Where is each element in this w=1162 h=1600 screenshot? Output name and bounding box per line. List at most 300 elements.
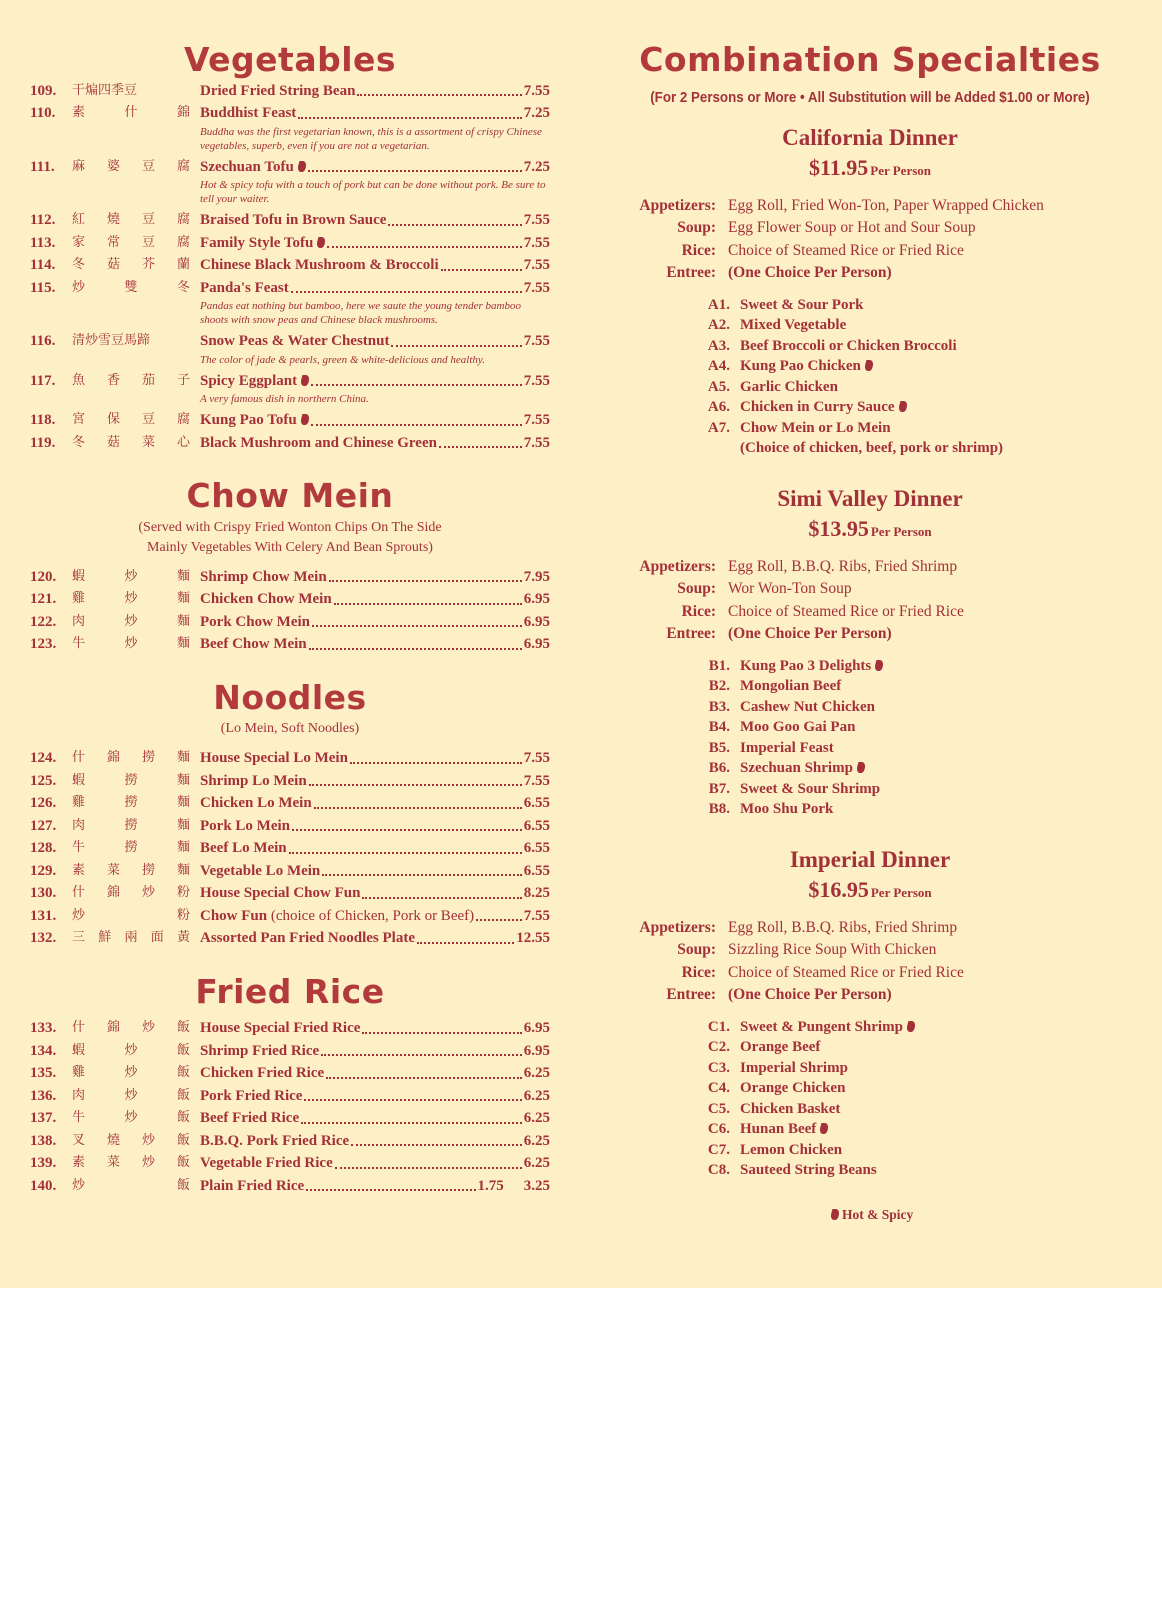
dinner-price <box>630 154 1110 185</box>
item-note: (choice of Chicken, Pork or Beef) <box>267 907 475 924</box>
item-price-large: 3.25 <box>523 1177 550 1194</box>
item-name-text: Pork Fried Rice <box>200 1087 303 1104</box>
leader-dots <box>329 579 522 582</box>
entree-choices <box>630 656 1110 820</box>
choice-name: (Choice of chicken, beef, pork or shrimp) <box>740 440 1004 457</box>
per-person-label: Per Person <box>870 523 932 539</box>
item-line <box>200 409 550 432</box>
chinese-char: 菇 <box>106 434 120 450</box>
chinese-name <box>72 370 200 393</box>
item-line <box>200 770 550 793</box>
detail-label: Rice: <box>681 602 716 620</box>
pepper-icon <box>874 660 885 671</box>
item-body <box>200 747 550 770</box>
item-name <box>200 156 306 179</box>
item-line <box>200 1152 550 1175</box>
detail-label: Appetizers: <box>639 196 716 214</box>
choice-text <box>740 717 855 738</box>
leader-dots <box>441 268 522 271</box>
chinese-char: 豆 <box>141 412 155 428</box>
menu-item <box>30 254 550 277</box>
chinese-name <box>72 792 200 815</box>
item-name-text: Chicken Chow Mein <box>200 591 332 608</box>
chinese-char: 麵 <box>176 840 190 856</box>
item-line <box>200 209 550 232</box>
chinese-name <box>72 80 200 103</box>
choice-text <box>740 1099 840 1120</box>
item-name-text: Dried Fried String Bean <box>200 82 356 99</box>
chinese-char: 炒 <box>124 1065 138 1081</box>
item-number: 118. <box>30 412 56 429</box>
item-price: 6.55 <box>523 862 550 879</box>
menu-item <box>30 1152 550 1175</box>
item-line <box>200 566 550 589</box>
menu-item <box>30 747 550 770</box>
dinner-detail <box>630 623 1110 646</box>
item-name-text: Chinese Black Mushroom & Broccoli <box>200 257 439 274</box>
choice-id: C6. <box>707 1121 730 1138</box>
chinese-name <box>72 927 200 950</box>
item-name <box>200 1085 302 1108</box>
chinese-char: 茄 <box>141 372 155 388</box>
chinese-char: 麵 <box>176 862 190 878</box>
item-price: 6.95 <box>523 636 550 653</box>
item-number: 120. <box>30 568 57 585</box>
chinese-char: 清炒雪豆馬蹄 <box>72 333 151 349</box>
item-price: 7.55 <box>523 750 550 767</box>
menu-item <box>30 588 550 611</box>
chinese-char: 保 <box>106 412 120 428</box>
choice-name: Beef Broccoli or Chicken Broccoli <box>740 337 957 354</box>
chinese-name <box>72 409 200 432</box>
chinese-char: 紅 <box>72 212 86 228</box>
dinner-block <box>630 485 1110 820</box>
leader-dots <box>326 1076 522 1079</box>
chinese-char: 飯 <box>176 1110 190 1126</box>
item-name-text: Vegetable Fried Rice <box>200 1155 333 1172</box>
detail-label: Rice: <box>681 963 716 981</box>
choice-id: C3. <box>707 1059 730 1076</box>
item-name <box>200 927 415 950</box>
item-price: 7.25 <box>523 158 550 175</box>
item-price: 6.25 <box>523 1065 550 1082</box>
choice-name: Lemon Chicken <box>740 1141 843 1158</box>
item-name <box>200 1152 333 1175</box>
choice-name: Sauteed String Beans <box>740 1162 877 1179</box>
choice-name: Moo Goo Gai Pan <box>740 719 856 736</box>
dinner-block <box>630 846 1110 1181</box>
item-line <box>200 370 550 393</box>
item-body <box>200 882 550 905</box>
item-body <box>200 611 550 634</box>
chinese-char: 什 <box>72 1020 86 1036</box>
leader-dots <box>289 851 522 854</box>
choice-id: B7. <box>708 780 730 797</box>
chinese-char: 撈 <box>141 862 155 878</box>
chinese-name <box>72 815 200 838</box>
detail-label: Soup: <box>677 941 716 959</box>
detail-label: Soup: <box>677 219 716 237</box>
item-name <box>200 860 320 883</box>
detail-value: (One Choice Per Person) <box>728 986 892 1004</box>
chinese-char: 炒 <box>141 1132 155 1148</box>
chinese-char: 麵 <box>176 817 190 833</box>
item-description: Hot & spicy tofu with a touch of pork but can be done without pork. Be sure to tell your waiter. <box>200 179 546 206</box>
dinner-detail <box>630 262 1110 285</box>
choice-text <box>740 656 883 677</box>
leader-dots <box>311 383 522 386</box>
pepper-icon <box>897 401 908 412</box>
chinese-char: 飯 <box>176 1132 190 1148</box>
choice-id: B6. <box>708 760 730 777</box>
item-description: The color of jade & pearls, green & white-delicious and healthy. <box>200 353 485 366</box>
chinese-char: 牛 <box>72 840 86 856</box>
item-name-text: Plain Fried Rice <box>200 1177 305 1194</box>
choice-name: Sweet & Pungent Shrimp <box>740 1018 903 1035</box>
chinese-char: 炒 <box>72 907 86 923</box>
chinese-char: 腐 <box>176 234 190 250</box>
entree-choice <box>630 1099 1110 1120</box>
item-number: 121. <box>30 591 57 608</box>
item-number: 125. <box>30 772 57 789</box>
item-price: 8.25 <box>523 885 550 902</box>
item-line <box>200 330 550 353</box>
chinese-name <box>72 102 200 125</box>
item-body <box>200 156 550 210</box>
detail-value: Wor Won-Ton Soup <box>728 580 852 598</box>
chinese-char: 菜 <box>141 434 155 450</box>
item-price: 6.55 <box>523 817 550 834</box>
pepper-icon <box>299 414 310 425</box>
dinner-detail <box>630 939 1110 962</box>
item-line <box>200 882 550 905</box>
item-number: 126. <box>30 795 57 812</box>
choice-id: B5. <box>708 739 730 756</box>
item-price: 6.95 <box>523 1042 550 1059</box>
chinese-name <box>72 330 200 353</box>
item-number: 114. <box>30 257 56 274</box>
menu-item <box>30 80 550 103</box>
choice-id: C1. <box>707 1018 730 1035</box>
choice-text <box>740 676 841 697</box>
dinner-price-amount: $11.95 <box>808 154 869 180</box>
choice-name: Imperial Feast <box>740 739 834 756</box>
item-number: 129. <box>30 862 57 879</box>
item-body <box>200 254 550 277</box>
chinese-name <box>72 860 200 883</box>
fried-rice-list <box>30 1017 550 1197</box>
menu-item <box>30 905 550 928</box>
item-name-text: Vegetable Lo Mein <box>200 862 321 879</box>
chinese-char: 麵 <box>176 568 190 584</box>
chinese-char: 雞 <box>72 1065 86 1081</box>
chinese-char: 雞 <box>72 591 86 607</box>
item-number: 111. <box>30 158 55 175</box>
item-number: 115. <box>30 279 56 296</box>
item-name <box>200 1175 304 1198</box>
chinese-char: 炒 <box>124 591 138 607</box>
entree-choices <box>630 1017 1110 1181</box>
chinese-name <box>72 1062 200 1085</box>
dinner-name: Simi Valley Dinner <box>777 485 963 511</box>
detail-value: Egg Roll, B.B.Q. Ribs, Fried Shrimp <box>728 557 958 575</box>
choice-text <box>740 1160 877 1181</box>
chinese-char: 撈 <box>124 840 138 856</box>
item-line <box>200 792 550 815</box>
per-person-label: Per Person <box>870 884 932 900</box>
item-name <box>200 102 296 125</box>
item-name-text: Szechuan Tofu <box>200 158 294 175</box>
chinese-char: 菜 <box>106 862 120 878</box>
chinese-name <box>72 1085 200 1108</box>
leader-dots <box>388 223 521 226</box>
leader-dots <box>362 896 521 899</box>
item-name <box>200 330 389 353</box>
choice-id: A4. <box>707 358 730 375</box>
item-body <box>200 432 550 455</box>
item-line <box>200 837 550 860</box>
item-name <box>200 633 307 656</box>
chinese-char: 燒 <box>106 1132 120 1148</box>
item-name-text: House Special Fried Rice <box>200 1020 361 1037</box>
item-name <box>200 611 310 634</box>
item-price: 7.55 <box>523 772 550 789</box>
chinese-char: 菇 <box>106 257 120 273</box>
entree-choice <box>630 418 1110 439</box>
leader-dots <box>321 1053 522 1056</box>
item-name <box>200 837 287 860</box>
chinese-char: 蘭 <box>176 257 190 273</box>
choice-id: B4. <box>708 719 730 736</box>
chinese-char: 魚 <box>72 372 86 388</box>
item-line <box>200 1175 550 1198</box>
chinese-char: 豆 <box>141 234 155 250</box>
item-line <box>200 860 550 883</box>
chinese-char: 豆 <box>141 158 155 174</box>
choice-name: Kung Pao Chicken <box>740 358 861 375</box>
entree-choice <box>630 738 1110 759</box>
chinese-char: 炒 <box>72 279 86 295</box>
detail-value: Egg Flower Soup or Hot and Sour Soup <box>728 219 976 237</box>
chinese-char: 什 <box>72 885 86 901</box>
chinese-char: 錦 <box>106 750 120 766</box>
item-number: 137. <box>30 1110 57 1127</box>
item-body <box>200 1040 550 1063</box>
choice-name: Orange Beef <box>740 1039 821 1056</box>
chinese-char: 蝦 <box>72 772 86 788</box>
chinese-char: 素 <box>72 862 86 878</box>
chinese-char: 錦 <box>106 1020 120 1036</box>
item-description: Pandas eat nothing but bamboo, here we saute the young tender bamboo shoots with snow peas and Chinese black mushrooms. <box>200 300 521 327</box>
chinese-char: 炒 <box>141 1155 155 1171</box>
chinese-char: 麻 <box>72 158 86 174</box>
leader-dots <box>298 116 521 119</box>
left-column <box>30 40 550 1197</box>
entree-choice <box>630 356 1110 377</box>
choice-text <box>740 356 873 377</box>
item-number: 128. <box>30 840 57 857</box>
item-number: 113. <box>30 234 56 251</box>
chinese-char: 炒 <box>141 885 155 901</box>
entree-choice <box>630 336 1110 357</box>
chinese-name <box>72 232 200 255</box>
item-name-text: B.B.Q. Pork Fried Rice <box>200 1132 350 1149</box>
item-name-text: Kung Pao Tofu <box>200 412 297 429</box>
item-price: 7.55 <box>523 279 550 296</box>
choice-text <box>740 738 834 759</box>
dinner-price <box>630 876 1110 907</box>
menu-item <box>30 277 550 331</box>
choice-text <box>740 1119 828 1140</box>
item-name <box>200 370 309 393</box>
chinese-char: 冬 <box>72 434 86 450</box>
chinese-char: 叉 <box>72 1132 86 1148</box>
item-name-text: Shrimp Lo Mein <box>200 772 307 789</box>
menu-item <box>30 102 550 156</box>
dinners-list <box>630 124 1110 1181</box>
detail-value: Egg Roll, B.B.Q. Ribs, Fried Shrimp <box>728 918 958 936</box>
choice-name: Chow Mein or Lo Mein <box>740 419 891 436</box>
item-name-text: Shrimp Fried Rice <box>200 1042 320 1059</box>
item-price: 7.55 <box>523 333 550 350</box>
item-name-text: Pork Chow Mein <box>200 613 310 630</box>
leader-dots <box>335 1166 522 1169</box>
chinese-char: 干煸四季豆 <box>72 82 138 98</box>
pepper-icon <box>316 237 327 248</box>
vegetables-list <box>30 80 550 455</box>
chinese-char: 撈 <box>124 795 138 811</box>
leader-dots <box>327 245 521 248</box>
chinese-char: 麵 <box>176 772 190 788</box>
chinese-char: 炒 <box>141 1020 155 1036</box>
chinese-char: 常 <box>106 234 120 250</box>
item-name-text: Chow Fun <box>200 907 268 924</box>
dinner-detail <box>630 240 1110 263</box>
leader-dots <box>417 941 514 944</box>
detail-label: Appetizers: <box>639 918 716 936</box>
chinese-name <box>72 837 200 860</box>
pepper-icon <box>296 161 307 172</box>
leader-dots <box>334 602 522 605</box>
dinner-detail <box>630 195 1110 218</box>
chinese-char: 麵 <box>176 636 190 652</box>
detail-value: Choice of Steamed Rice or Fried Rice <box>728 602 964 620</box>
chinese-name <box>72 1107 200 1130</box>
item-line <box>200 1085 550 1108</box>
item-name-text: Pork Lo Mein <box>200 817 290 834</box>
item-description: Buddha was the first vegetarian known, this is a assortment of crispy Chinese vegetables, superb, even if you are not a vegetarian. <box>200 125 542 152</box>
chinese-name <box>72 588 200 611</box>
menu-item <box>30 232 550 255</box>
item-line <box>200 1107 550 1130</box>
leader-dots <box>306 1188 475 1191</box>
noodles-subtitle: (Lo Mein, Soft Noodles) <box>220 721 360 737</box>
choice-id: B2. <box>708 678 730 695</box>
pepper-icon <box>863 360 874 371</box>
menu-item <box>30 633 550 656</box>
menu-item <box>30 1040 550 1063</box>
item-line <box>200 588 550 611</box>
item-body <box>200 232 550 255</box>
item-body <box>200 1130 550 1153</box>
item-name-text: Chicken Fried Rice <box>200 1065 325 1082</box>
menu-item <box>30 1085 550 1108</box>
item-number: 138. <box>30 1132 57 1149</box>
item-body <box>200 1107 550 1130</box>
item-body <box>200 633 550 656</box>
chinese-char: 什 <box>124 105 138 121</box>
dinner-detail <box>630 601 1110 624</box>
item-line <box>200 1130 550 1153</box>
item-line <box>200 1062 550 1085</box>
item-number: 117. <box>30 372 56 389</box>
chinese-char: 雞 <box>72 795 86 811</box>
item-body <box>200 277 550 331</box>
chinese-name <box>72 432 200 455</box>
chinese-char: 肉 <box>72 613 86 629</box>
item-name <box>200 1040 319 1063</box>
vegetables-title: Vegetables <box>183 40 397 79</box>
choice-name: Sweet & Sour Shrimp <box>740 780 881 797</box>
item-number: 139. <box>30 1155 57 1172</box>
item-name-text: Spicy Eggplant <box>200 372 298 389</box>
item-body <box>200 770 550 793</box>
item-body <box>200 1017 550 1040</box>
item-description: A very famous dish in northern China. <box>200 393 369 406</box>
legend-label: Hot & Spicy <box>842 1206 914 1222</box>
item-name <box>200 770 307 793</box>
chinese-char: 撈 <box>124 772 138 788</box>
item-number: 130. <box>30 885 57 902</box>
entree-choice <box>630 315 1110 336</box>
item-name <box>200 209 386 232</box>
menu-item <box>30 409 550 432</box>
chinese-char: 鮮 <box>98 930 112 946</box>
entree-choice <box>630 758 1110 779</box>
item-name <box>200 432 437 455</box>
chinese-name <box>72 611 200 634</box>
chinese-char: 粉 <box>176 907 190 923</box>
chinese-name <box>72 209 200 232</box>
leader-dots <box>308 169 522 172</box>
chinese-name <box>72 1152 200 1175</box>
item-price: 12.55 <box>516 930 550 947</box>
item-number: 116. <box>30 333 56 350</box>
choice-id: A7. <box>707 419 730 436</box>
leader-dots <box>292 828 522 831</box>
chinese-char: 子 <box>176 372 190 388</box>
leader-dots <box>301 1121 522 1124</box>
item-price: 7.55 <box>523 372 550 389</box>
choice-text <box>740 438 1003 459</box>
menu-item <box>30 927 550 950</box>
item-body <box>200 102 550 156</box>
pepper-icon <box>829 1209 840 1220</box>
dinner-detail <box>630 217 1110 240</box>
item-line <box>200 611 550 634</box>
item-name-text: Buddhist Feast <box>200 105 297 122</box>
item-number: 132. <box>30 930 57 947</box>
item-number: 122. <box>30 613 57 630</box>
item-line <box>200 815 550 838</box>
item-number: 140. <box>30 1177 57 1194</box>
leader-dots <box>476 918 522 921</box>
chinese-char: 兩 <box>124 930 138 946</box>
choice-text <box>740 1140 842 1161</box>
chinese-char: 冬 <box>72 257 86 273</box>
leader-dots <box>350 761 522 764</box>
item-price: 7.25 <box>523 105 550 122</box>
